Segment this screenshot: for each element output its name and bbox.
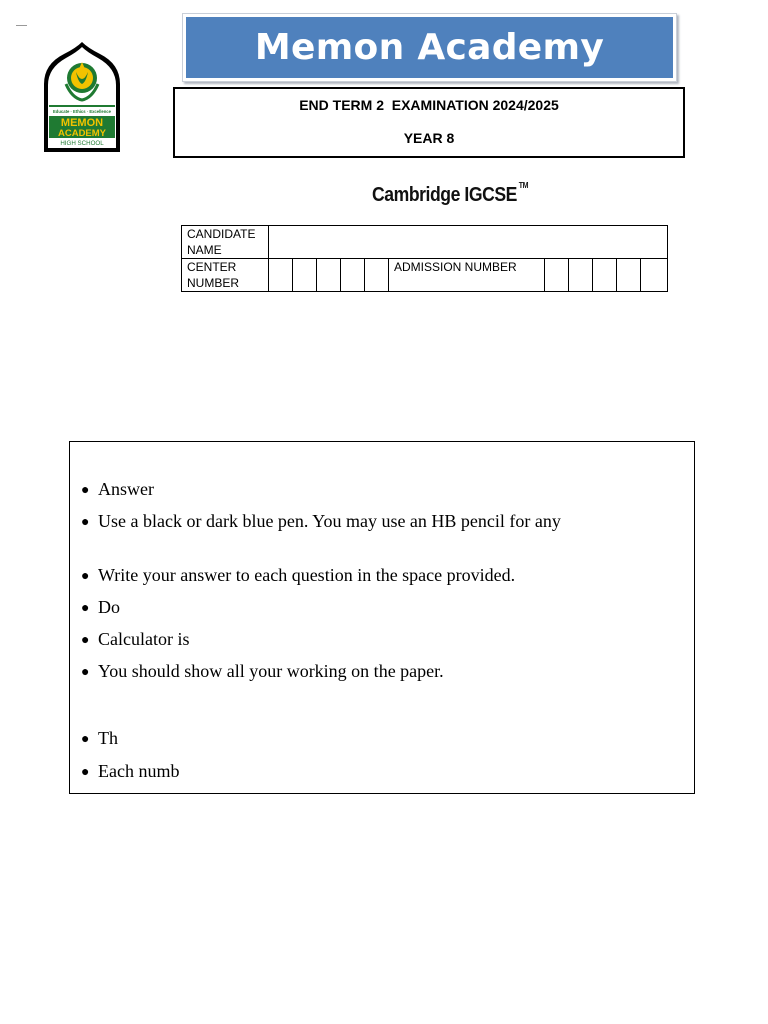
instruction-item: ● Answer (81, 479, 154, 499)
bullet-icon: ● (81, 483, 90, 498)
admission-number-box[interactable] (641, 259, 668, 292)
exam-year: YEAR 8 (403, 130, 455, 146)
trademark-mark: TM (518, 181, 529, 190)
bullet-icon: ● (81, 633, 90, 648)
center-number-box[interactable] (269, 259, 293, 292)
instructions-box (69, 441, 695, 794)
center-number-box[interactable] (365, 259, 389, 292)
admission-number-box[interactable] (569, 259, 593, 292)
bullet-icon: ● (81, 765, 90, 780)
candidate-table (181, 225, 668, 292)
instruction-item: ● You should show all your working on the paper. (81, 661, 444, 681)
admission-number-label: ADMISSION NUMBER (389, 259, 545, 292)
center-number-box[interactable] (341, 259, 365, 292)
bullet-icon: ● (81, 732, 90, 747)
candidate-name-field[interactable] (269, 226, 668, 259)
school-name: Memon Academy (186, 17, 673, 78)
instruction-item: ● Th (81, 728, 118, 748)
logo-academy: ACADEMY (57, 128, 107, 139)
school-logo (42, 42, 122, 154)
logo-memon: MEMON (60, 117, 104, 129)
admission-number-box[interactable] (617, 259, 641, 292)
board-name-text: Cambridge IGCSE (372, 184, 517, 206)
admission-number-box[interactable] (593, 259, 617, 292)
admission-number-box[interactable] (545, 259, 569, 292)
logo-high-school: HIGH SCHOOL (60, 140, 104, 147)
bullet-icon: ● (81, 601, 90, 616)
bullet-icon: ● (81, 515, 90, 530)
logo-motto: Educate · Ethics · Excellence (53, 109, 111, 114)
instruction-item: ● Use a black or dark blue pen. You may use an HB pencil for any (81, 511, 561, 531)
candidate-name-label: CANDIDATE NAME (182, 226, 269, 259)
page-mark (16, 25, 27, 26)
center-number-box[interactable] (293, 259, 317, 292)
exam-title-box (173, 87, 685, 158)
bullet-icon: ● (81, 569, 90, 584)
instruction-item: ● Do (81, 597, 120, 617)
exam-title: END TERM 2 EXAMINATION 2024/2025 (299, 97, 559, 113)
bullet-icon: ● (81, 665, 90, 680)
instruction-item: ● Write your answer to each question in the space provided. (81, 565, 516, 585)
center-number-label: CENTER NUMBER (182, 259, 269, 292)
instruction-item: ● Each numb (81, 761, 180, 781)
center-number-box[interactable] (317, 259, 341, 292)
board-name (372, 181, 529, 207)
instruction-item: ● Calculator is (81, 629, 190, 649)
school-banner (182, 13, 677, 82)
